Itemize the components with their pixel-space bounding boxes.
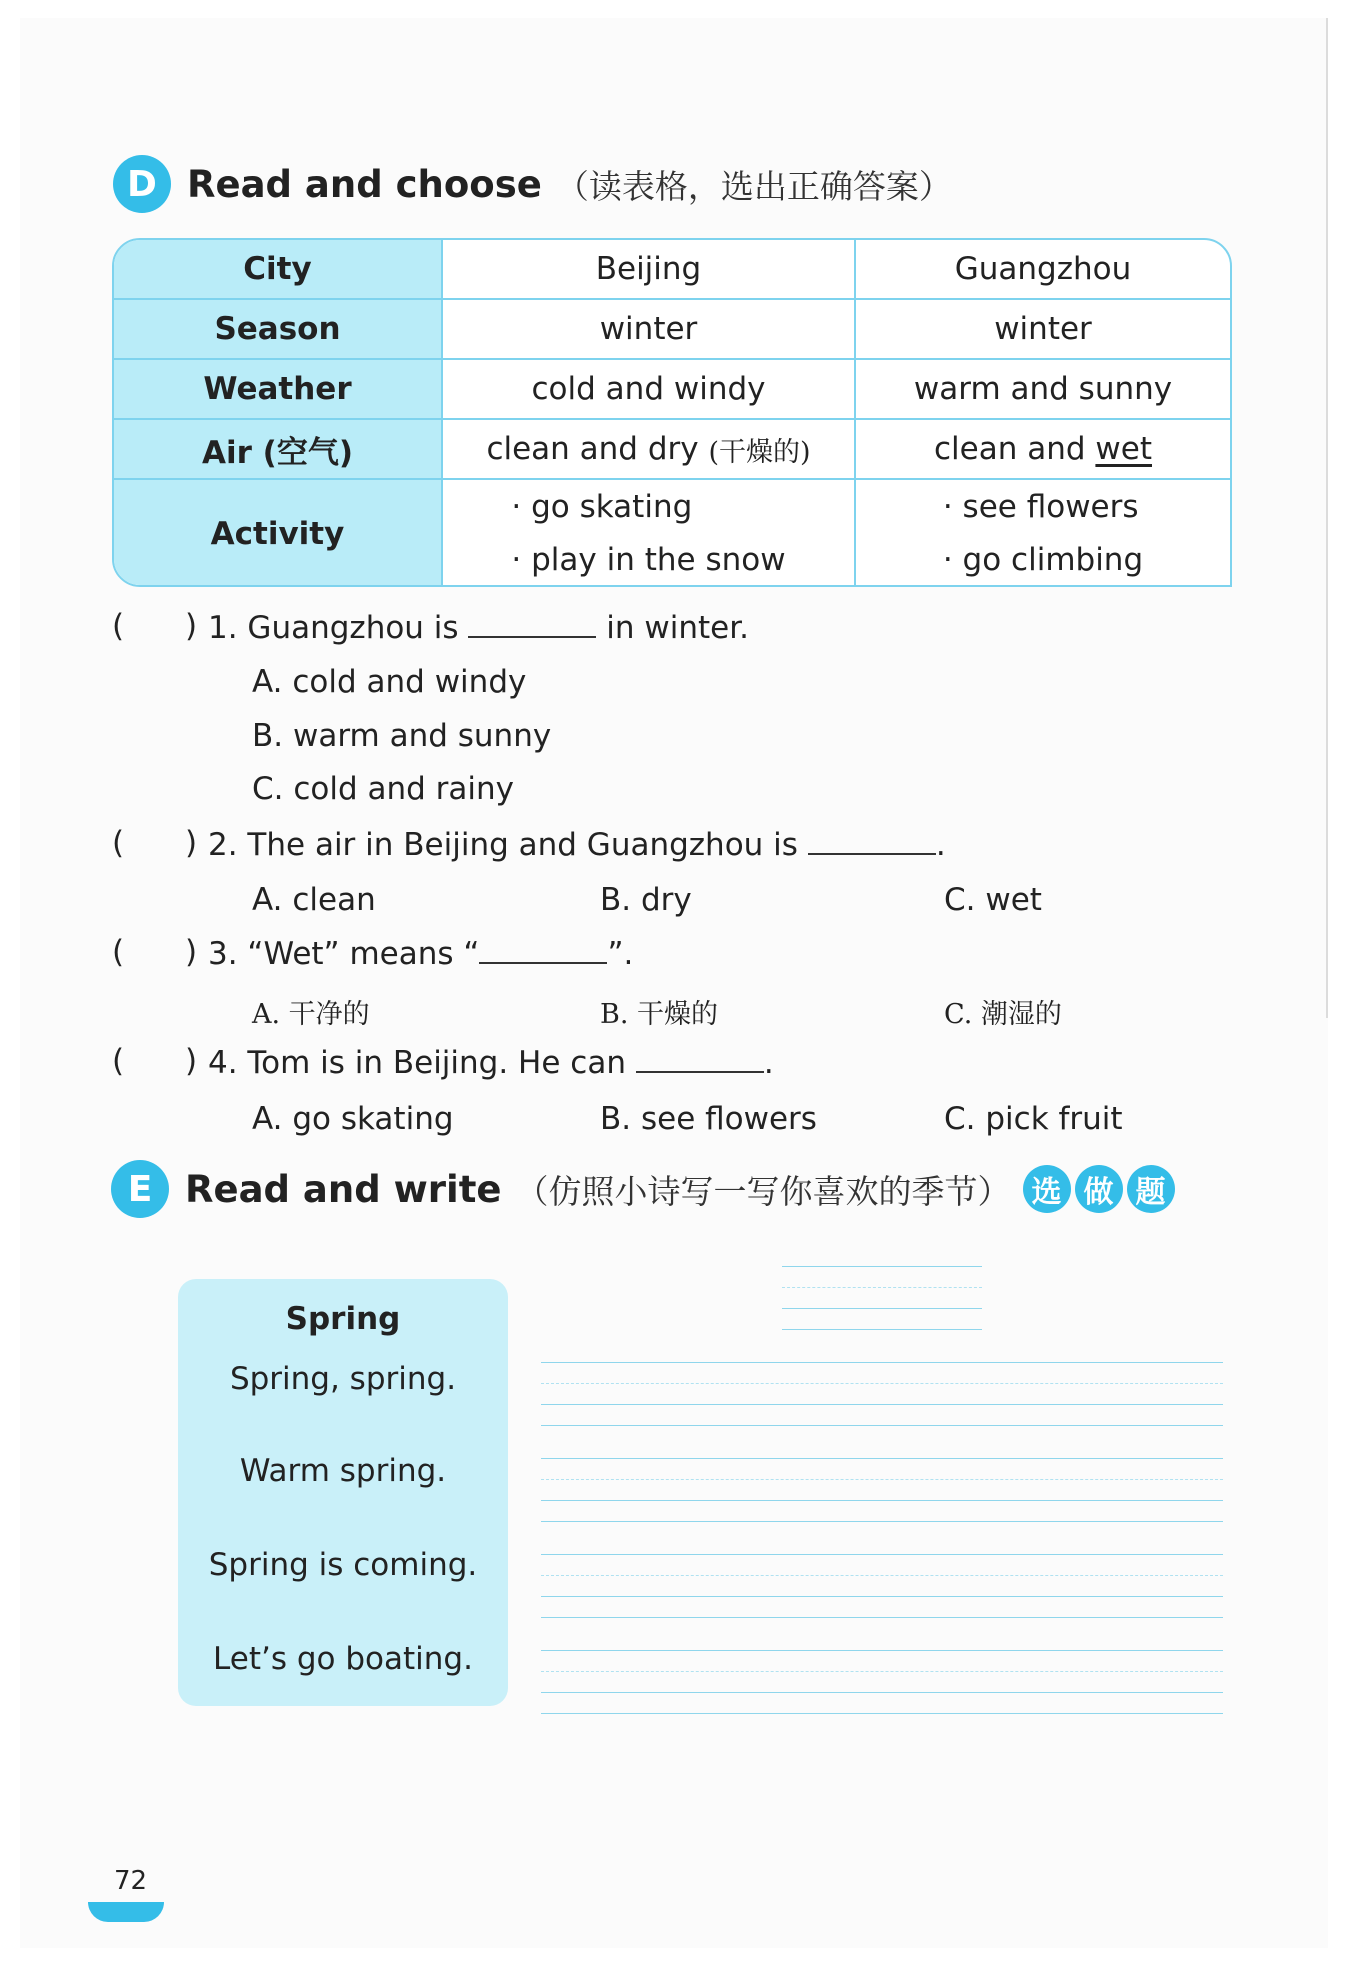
guangzhou-activity-2: · go climbing	[942, 542, 1144, 579]
q1-blank[interactable]	[468, 608, 596, 638]
optional-char-1: 选	[1023, 1165, 1071, 1213]
q3-option-b	[600, 992, 718, 1031]
section-e-badge: E	[111, 1160, 169, 1218]
q2-stem-after: .	[935, 827, 946, 863]
q4-paren-open: (	[112, 1043, 125, 1079]
q3-blank[interactable]	[479, 934, 607, 964]
header-air: Air (空气)	[114, 420, 441, 478]
question-3	[208, 934, 633, 972]
guangzhou-activity-1: · see flowers	[942, 488, 1139, 525]
page-number-swoosh	[88, 1902, 164, 1922]
poem-line-4: Let’s go boating.	[213, 1641, 473, 1677]
question-4	[208, 1043, 774, 1081]
beijing-activities	[441, 480, 854, 587]
section-d-heading	[113, 155, 952, 213]
q3-option-b-text: B. 干燥的	[600, 999, 719, 1030]
optional-char-3: 题	[1127, 1165, 1175, 1213]
poem-box	[178, 1279, 508, 1706]
question-2	[208, 825, 946, 863]
section-d-subtitle: （读表格，选出正确答案）	[555, 166, 952, 206]
question-1	[208, 608, 749, 646]
q4-stem-before: 4. Tom is in Beijing. He can	[208, 1045, 626, 1081]
section-d-title: Read and choose	[187, 162, 542, 206]
q3-option-c-text: C. 潮湿的	[944, 999, 1062, 1030]
guangzhou-weather: warm and sunny	[854, 360, 1230, 418]
q3-option-c	[944, 992, 1062, 1031]
guangzhou-air	[854, 420, 1230, 478]
q4-paren-close: )	[185, 1043, 198, 1079]
section-d-badge: D	[113, 155, 171, 213]
q2-option-b: B. dry	[600, 882, 692, 918]
table-row-season	[114, 298, 1230, 358]
q1-paren-close: )	[185, 608, 198, 644]
q1-option-c: C. cold and rainy	[252, 771, 515, 807]
q2-option-c: C. wet	[944, 882, 1042, 918]
guangzhou-season: winter	[854, 300, 1230, 358]
q1-option-b: B. warm and sunny	[252, 718, 552, 754]
q3-paren-close: )	[185, 934, 198, 970]
q3-stem-before: 3. “Wet” means “	[208, 936, 480, 972]
table-row-city	[114, 240, 1230, 298]
q4-blank[interactable]	[636, 1043, 764, 1073]
beijing-air	[441, 420, 854, 478]
table-row-air	[114, 418, 1230, 478]
header-season: Season	[114, 300, 441, 358]
q4-option-a: A. go skating	[252, 1101, 454, 1137]
section-e-heading	[111, 1160, 1175, 1218]
beijing-air-text: clean and dry	[486, 431, 699, 467]
beijing-activity-1: · go skating	[511, 488, 693, 525]
section-e-subtitle: （仿照小诗写一写你喜欢的季节）	[515, 1171, 1011, 1211]
q2-paren-open: (	[112, 825, 125, 861]
guangzhou-city: Guangzhou	[854, 240, 1230, 298]
header-weather: Weather	[114, 360, 441, 418]
q2-blank[interactable]	[808, 825, 936, 855]
q1-stem-before: 1. Guangzhou is	[208, 610, 459, 646]
table-row-weather	[114, 358, 1230, 418]
q2-option-a: A. clean	[252, 882, 376, 918]
q2-paren-close: )	[185, 825, 198, 861]
q3-stem-after: ”.	[607, 936, 634, 972]
q3-paren-open: (	[112, 934, 125, 970]
table-row-activity	[114, 478, 1230, 587]
beijing-city: Beijing	[441, 240, 854, 298]
poem-line-1: Spring, spring.	[229, 1361, 457, 1397]
poem-line-2: Warm spring.	[239, 1453, 447, 1489]
beijing-air-zh: (干燥的)	[708, 436, 811, 468]
q4-option-c: C. pick fruit	[944, 1101, 1123, 1137]
page-edge	[1326, 18, 1328, 1018]
q1-stem-after: in winter.	[606, 610, 750, 646]
q4-option-b: B. see flowers	[600, 1101, 817, 1137]
header-activity: Activity	[114, 480, 441, 587]
q1-paren-open: (	[112, 608, 125, 644]
page-number: 72	[114, 1866, 148, 1896]
q4-stem-after: .	[763, 1045, 774, 1081]
beijing-season: winter	[441, 300, 854, 358]
q3-option-a-text: A. 干净的	[252, 999, 370, 1030]
beijing-weather: cold and windy	[441, 360, 854, 418]
poem-title: Spring	[285, 1301, 401, 1337]
poem-line-3: Spring is coming.	[208, 1547, 478, 1583]
q3-option-a	[252, 992, 370, 1031]
guangzhou-air-wet: wet	[1095, 431, 1152, 467]
optional-char-2: 做	[1075, 1165, 1123, 1213]
guangzhou-activities	[854, 480, 1230, 587]
optional-task-badge	[1019, 1165, 1175, 1213]
beijing-activity-2: · play in the snow	[511, 542, 786, 579]
header-city: City	[114, 240, 441, 298]
guangzhou-air-text: clean and	[934, 431, 1096, 467]
weather-table	[112, 238, 1232, 587]
section-e-title: Read and write	[185, 1167, 502, 1211]
q1-option-a: A. cold and windy	[252, 664, 527, 700]
q2-stem-before: 2. The air in Beijing and Guangzhou is	[208, 827, 798, 863]
